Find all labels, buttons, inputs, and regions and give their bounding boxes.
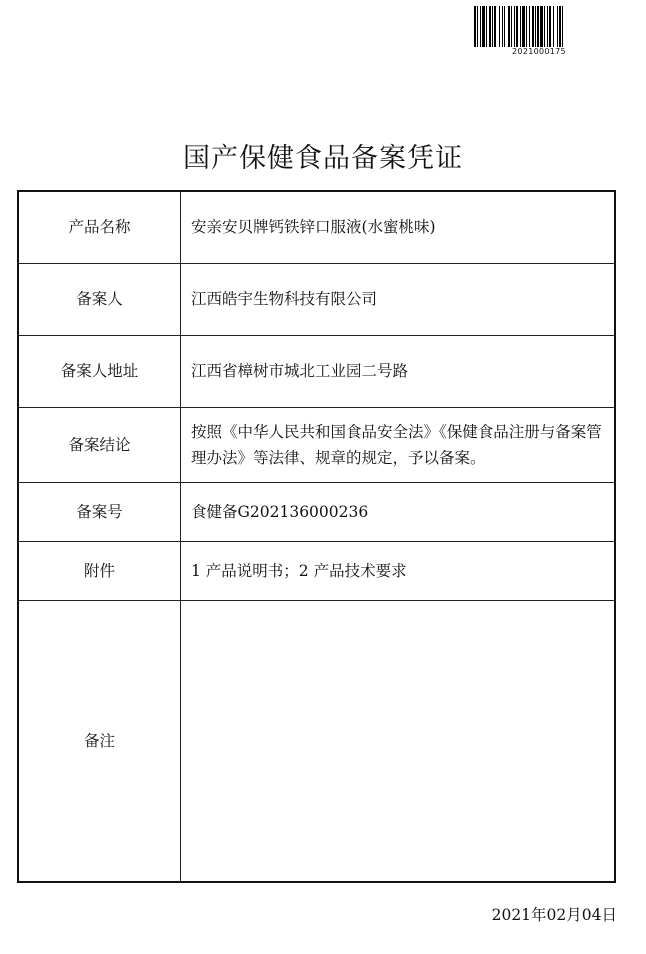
remarks-label: 备注 (18, 600, 181, 882)
table-row (18, 541, 615, 600)
table-row (18, 335, 615, 407)
barcode-bar (492, 6, 493, 47)
filer-address-label: 备案人地址 (18, 335, 181, 407)
attachment-value: 1 产品说明书；2 产品技术要求 (181, 541, 616, 600)
barcode-bar (499, 6, 500, 47)
table-row (18, 407, 615, 482)
filer-value: 江西皓宇生物科技有限公司 (181, 263, 616, 335)
record-number-value: 食健备G202136000236 (181, 482, 616, 541)
conclusion-label: 备案结论 (18, 407, 181, 482)
product-name-label: 产品名称 (18, 191, 181, 263)
barcode-bar (540, 6, 543, 47)
barcode-number: 2021000175 (512, 47, 566, 56)
barcode-bar (482, 6, 485, 47)
product-name-value: 安亲安贝牌钙铁锌口服液(水蜜桃味) (181, 191, 616, 263)
barcode-bar (516, 6, 518, 47)
barcode-bar (526, 6, 527, 47)
barcode-bar (535, 6, 536, 47)
barcode-bar (537, 6, 539, 47)
attachment-label: 附件 (18, 541, 181, 600)
barcode-bar (494, 6, 496, 47)
barcode (474, 6, 604, 47)
barcode-bar (504, 6, 505, 47)
barcode-bar (511, 6, 512, 47)
barcode-bar (532, 6, 534, 47)
barcode-bar (544, 6, 545, 47)
barcode-bar (559, 6, 561, 47)
filer-address-value: 江西省樟树市城北工业园二号路 (181, 335, 616, 407)
filer-label: 备案人 (18, 263, 181, 335)
table-row (18, 263, 615, 335)
barcode-bar (557, 6, 558, 47)
issue-date: 2021年02月04日 (491, 906, 617, 924)
barcode-bar (520, 6, 521, 47)
barcode-bar (474, 6, 476, 47)
barcode-bar (489, 6, 491, 47)
barcode-bar (522, 6, 525, 47)
barcode-bar (514, 6, 515, 47)
barcode-bar (508, 6, 510, 47)
table-row (18, 482, 615, 541)
record-number-label: 备案号 (18, 482, 181, 541)
barcode-bar (502, 6, 503, 47)
page-title: 国产保健食品备案凭证 (183, 143, 463, 174)
barcode-bar (529, 6, 530, 47)
conclusion-value: 按照《中华人民共和国食品安全法》《保健食品注册与备案管理办法》等法律、规章的规定，予以备案。 (181, 407, 616, 482)
barcode-bar (547, 6, 548, 47)
barcode-bar (562, 6, 563, 47)
remarks-value (181, 600, 616, 882)
barcode-bar (477, 6, 478, 47)
barcode-bar (553, 6, 554, 47)
barcode-bar (480, 6, 481, 47)
table-row (18, 191, 615, 263)
record-table (17, 190, 616, 883)
barcode-bar (549, 6, 551, 47)
table-row (18, 600, 615, 882)
barcode-bar (486, 6, 487, 47)
